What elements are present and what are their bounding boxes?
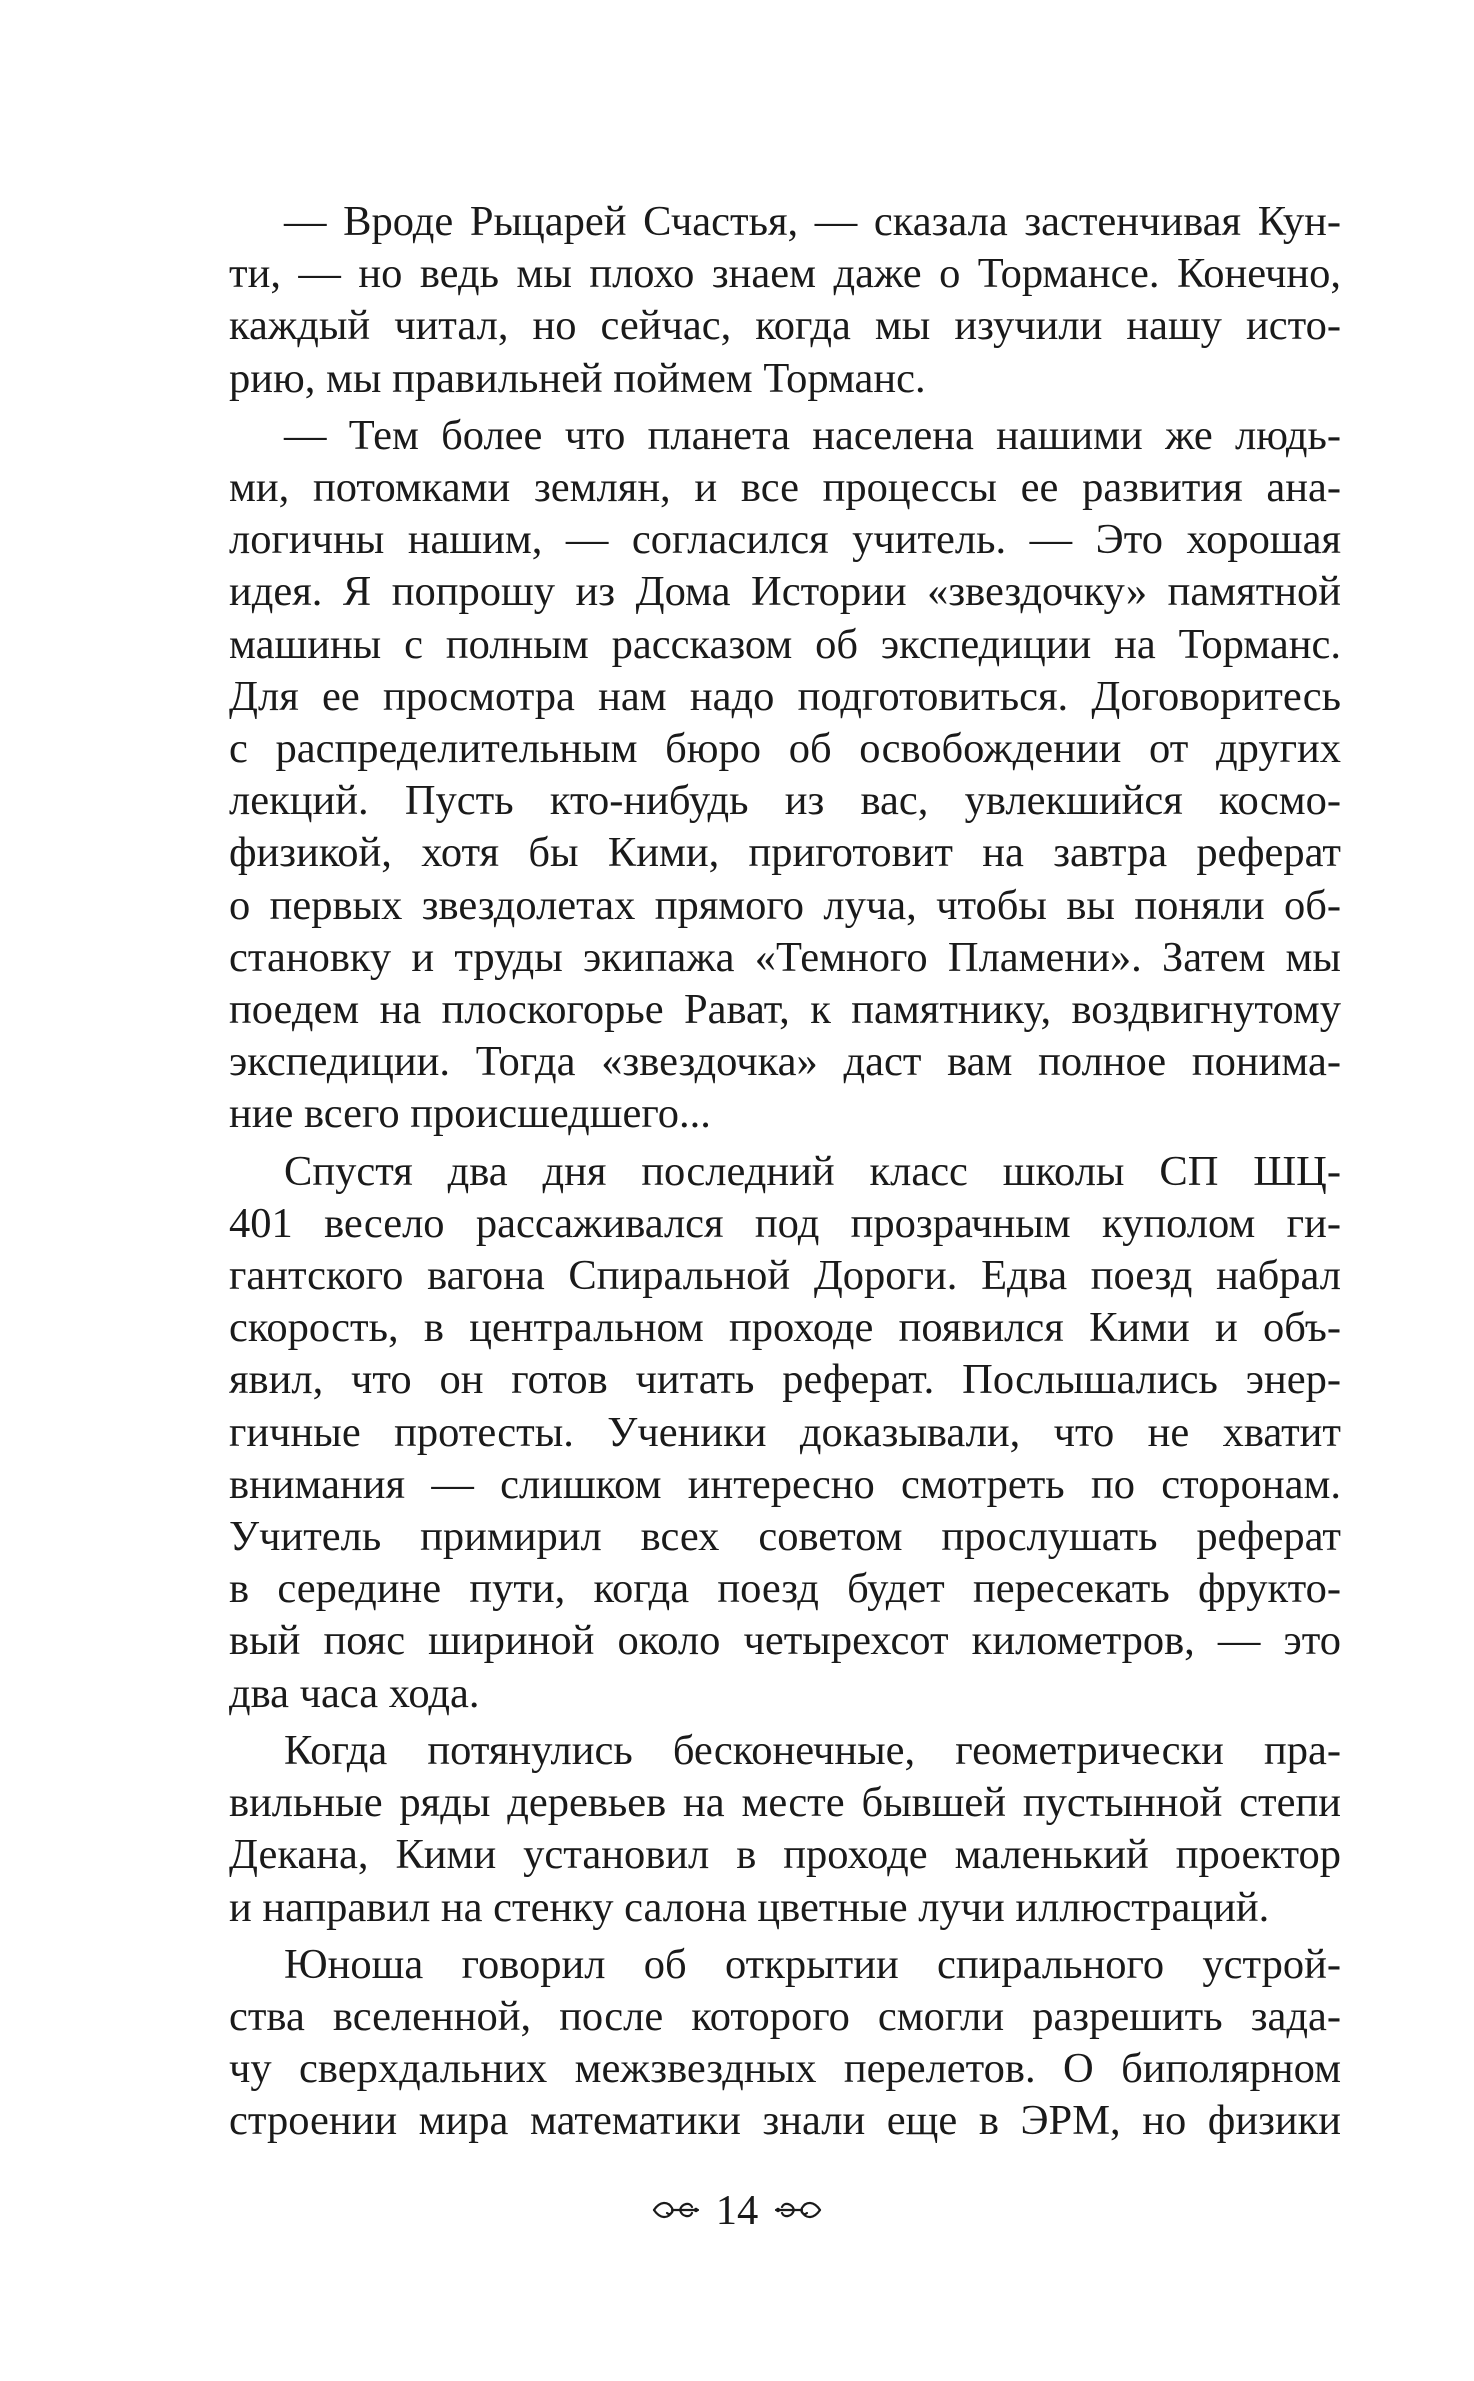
fleuron-left-icon — [652, 2195, 700, 2225]
paragraph — [229, 196, 1341, 405]
text-line: строении мира математики знали еще в ЭРМ, но физики — [229, 2097, 1341, 2145]
text-line: лекций. Пусть кто-нибудь из вас, увлекшийся космо- — [229, 777, 1341, 825]
text-line: физикой, хотя бы Кими, приготовит на завтра реферат — [229, 829, 1341, 877]
text-line: ми, потомками землян, и все процессы ее развития ана- — [229, 464, 1341, 512]
text-line: внимания — слишком интересно смотреть по сторонам. — [229, 1460, 1341, 1508]
text-line: поедем на плоскогорье Рават, к памятнику, воздвигнутому — [229, 986, 1341, 1034]
text-line: ние всего происшедшего... — [229, 1090, 711, 1138]
paragraph — [229, 410, 1341, 1141]
text-line: — Тем более что планета населена нашими же людь- — [284, 411, 1341, 459]
text-line: и направил на стенку салона цветные лучи иллюстраций. — [229, 1883, 1270, 1931]
text-line: идея. Я попрошу из Дома Истории «звездочку» памятной — [229, 568, 1341, 616]
page-footer — [0, 2185, 1474, 2237]
text-line: с распределительным бюро об освобождении от других — [229, 725, 1341, 773]
text-line: о первых звездолетах прямого луча, чтобы вы поняли об- — [229, 881, 1341, 929]
page-number: 14 — [715, 2187, 759, 2234]
text-line: — Вроде Рыцарей Счастья, — сказала застенчивая Кун- — [284, 198, 1341, 245]
text-line: ства вселенной, после которого смогли разрешить зада- — [229, 1992, 1341, 2040]
paragraph — [229, 1725, 1341, 1934]
text-line: каждый читал, но сейчас, когда мы изучили нашу исто- — [229, 302, 1341, 350]
text-line: машины с полным рассказом об экспедиции на Торманс. — [229, 620, 1341, 668]
text-line: гантского вагона Спиральной Дороги. Едва поезд набрал — [229, 1252, 1341, 1300]
text-line: Для ее просмотра нам надо подготовиться. Договоритесь — [229, 672, 1341, 720]
text-line: Учитель примирил всех советом прослушать реферат — [229, 1513, 1341, 1561]
text-line: экспедиции. Тогда «звездочка» даст вам полное понима- — [229, 1038, 1341, 1086]
paragraph — [229, 1939, 1341, 2148]
book-page-text — [229, 196, 1341, 2153]
text-line: вый пояс шириной около четырехсот километров, — это — [229, 1617, 1341, 1665]
text-line: 401 весело рассаживался под прозрачным куполом ги- — [229, 1199, 1341, 1247]
text-line: в середине пути, когда поезд будет пересекать фрукто- — [229, 1565, 1341, 1613]
text-line: чу сверхдальних межзвездных перелетов. О биполярном — [229, 2045, 1341, 2093]
text-line: Спустя два дня последний класс школы СП ШЦ- — [284, 1147, 1341, 1195]
text-line: вильные ряды деревьев на месте бывшей пустынной степи — [229, 1779, 1341, 1827]
text-line: Когда потянулись бесконечные, геометрически пра- — [284, 1726, 1341, 1774]
text-line: Юноша говорил об открытии спирального устрой- — [284, 1940, 1341, 1988]
text-line: ти, — но ведь мы плохо знаем даже о Тормансе. Конечно, — [229, 250, 1341, 298]
text-line: логичны нашим, — согласился учитель. — Это хорошая — [229, 516, 1341, 564]
fleuron-right-icon — [774, 2195, 822, 2225]
paragraph — [229, 1146, 1341, 1720]
text-line: скорость, в центральном проходе появился Кими и объ- — [229, 1304, 1341, 1352]
text-line: два часа хода. — [229, 1669, 480, 1717]
text-line: рию, мы правильней поймем Торманс. — [229, 354, 926, 402]
text-line: Декана, Кими установил в проходе маленький проектор — [229, 1831, 1341, 1879]
text-line: явил, что он готов читать реферат. Послышались энер- — [229, 1356, 1341, 1404]
text-line: гичные протесты. Ученики доказывали, что не хватит — [229, 1408, 1341, 1456]
text-line: становку и труды экипажа «Темного Пламени». Затем мы — [229, 933, 1341, 981]
